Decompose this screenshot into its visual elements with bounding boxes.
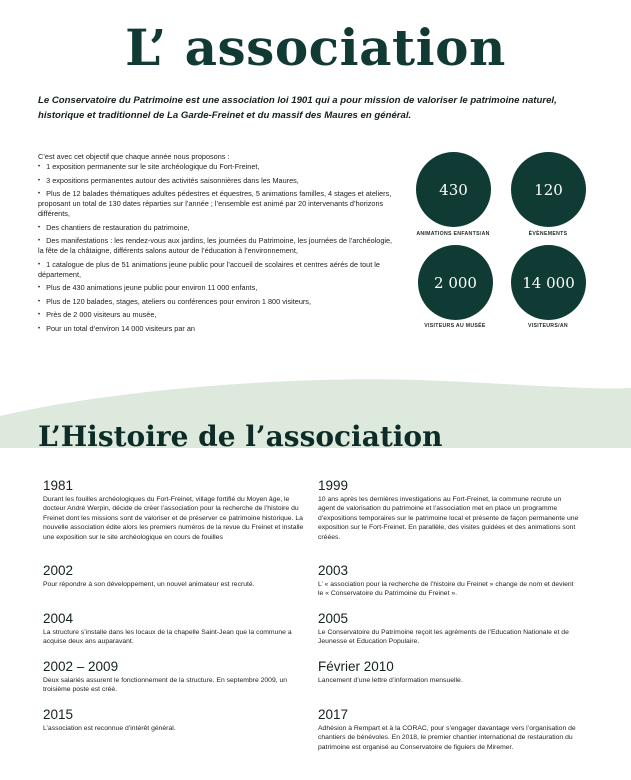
event-description: Pour répondre à son développement, un nouvel animateur est recruté.: [43, 581, 255, 588]
stats-item: • Des manifestations : les rendez-vous aux jardins, les journées du Patrimoine, les journées de l’archéologie, la fête de la châtaigne, différents salons autour de l’éducation à l’environnement,: [38, 236, 398, 256]
stat-label-animations: ANIMATIONS ENFANTS/AN: [416, 231, 490, 237]
stats-item: • Près de 2 000 visiteurs au musée,: [38, 310, 398, 320]
stats-item: • Plus de 12 balades thématiques adultes pédestres et équestres, 5 animations familles, 4 stages et ateliers, proposant un total de 130 dates réparties sur l’année ; l’ensemble est animé par 20 intervenants d’horizons différents,: [38, 189, 398, 220]
history-event: [43, 659, 305, 695]
history-event: [318, 563, 580, 599]
event-year: 2015: [43, 707, 74, 722]
event-description: L’ « association pour la recherche de l’histoire du Freinet » change de nom et devient le « Conservatoire du Patrimoine du Freinet ».: [318, 581, 574, 598]
event-year: 2005: [318, 611, 349, 626]
stats-item: • 1 catalogue de plus de 51 animations jeune public pour l’accueil de scolaires et centres aérés de tout le département,: [38, 260, 398, 280]
history-event: [318, 478, 580, 542]
event-description: 10 ans après les dernières investigations au Fort-Freinet, la commune recrute un agent de valorisation du patrimoine et l’association met en place un programme d’expositions temporaires sur le patrimoine local et présente de façon permanente une exposition sur le Fort-Freinet. En parallèle, des visites guidées et des animations sont créées.: [318, 496, 579, 541]
event-year: 2017: [318, 707, 349, 722]
stat-label-museum: VISITEURS AU MUSÉE: [424, 323, 486, 329]
stats-item: • Plus de 430 animations jeune public pour environ 11 000 enfants,: [38, 283, 398, 293]
stat-circle-visitors: 14 000: [511, 245, 586, 320]
stat-circle-museum: 2 000: [418, 245, 493, 320]
stat-label-visitors: VISITEURS/AN: [528, 323, 568, 329]
event-description: L’association est reconnue d’intérêt général.: [43, 725, 176, 732]
event-description: Adhésion à Rempart et à la CORAC, pour s’engager davantage vers l’organisation de chantiers de bénévoles. En 2018, le premier chantier international de restauration du patrimoine est organisé au Conservatoire de figuiers de Miremer.: [318, 725, 576, 751]
stat-circle-animations: 430: [416, 152, 491, 227]
event-year: Février 2010: [318, 659, 394, 674]
event-description: Deux salariés assurent le fonctionnement de la structure. En septembre 2009, un troisième poste est créé.: [43, 677, 288, 694]
stats-item: • Des chantiers de restauration du patrimoine,: [38, 223, 398, 233]
history-title: L’Histoire de l’association: [38, 420, 443, 453]
history-event: [318, 611, 580, 647]
stats-item: • 3 expositions permanentes autour des activités saisonnières dans les Maures,: [38, 176, 398, 186]
event-year: 1981: [43, 478, 74, 493]
event-description: Durant les fouilles archéologiques du Fort-Freinet, village fortifié du Moyen âge, le docteur André Werpin, décide de créer l’association pour la recherche de l’histoire du Freinet dont les missions sont de valoriser et de préserver ce patrimoine historique. La nouvelle association édite alors les premiers numéros de la revue du Freinet et installe une exposition sur le site archéologique en cours de fouilles: [43, 496, 304, 541]
history-event: [318, 707, 580, 752]
stats-item: • 1 exposition permanente sur le site archéologique du Fort-Freinet,: [38, 162, 398, 172]
history-event: [43, 611, 305, 647]
history-event: [43, 707, 305, 733]
stat-circle-events: 120: [511, 152, 586, 227]
stats-list: [38, 162, 398, 334]
event-description: Le Conservatoire du Patrimoine reçoit les agréments de l’Education Nationale et de Jeunesse et Education Populaire.: [318, 629, 569, 646]
stats-item: • Plus de 120 balades, stages, ateliers ou conférences pour environ 1 800 visiteurs,: [38, 297, 398, 307]
page-title: L’ association: [125, 18, 506, 77]
event-year: 2004: [43, 611, 74, 626]
history-event: [318, 659, 580, 685]
stats-lead: C’est avec cet objectif que chaque année nous proposons :: [38, 152, 230, 161]
stats-section: [38, 152, 398, 337]
history-event: [43, 563, 305, 589]
intro-text: Le Conservatoire du Patrimoine est une association loi 1901 qui a pour mission de valoriser le patrimoine naturel, historique et traditionnel de La Garde-Freinet et du massif des Maures en général.: [38, 95, 557, 121]
history-event: [43, 478, 305, 542]
event-description: Lancement d’une lettre d’information mensuelle.: [318, 677, 463, 684]
event-year: 2002: [43, 563, 74, 578]
event-year: 2002 – 2009: [43, 659, 119, 674]
event-year: 1999: [318, 478, 349, 493]
event-description: La structure s’installe dans les locaux de la chapelle Saint-Jean que la commune a acquise deux ans auparavant.: [43, 629, 292, 646]
event-year: 2003: [318, 563, 349, 578]
stats-item: • Pour un total d’environ 14 000 visiteurs par an: [38, 324, 398, 334]
stat-label-events: ÉVÈNEMENTS: [528, 231, 568, 237]
